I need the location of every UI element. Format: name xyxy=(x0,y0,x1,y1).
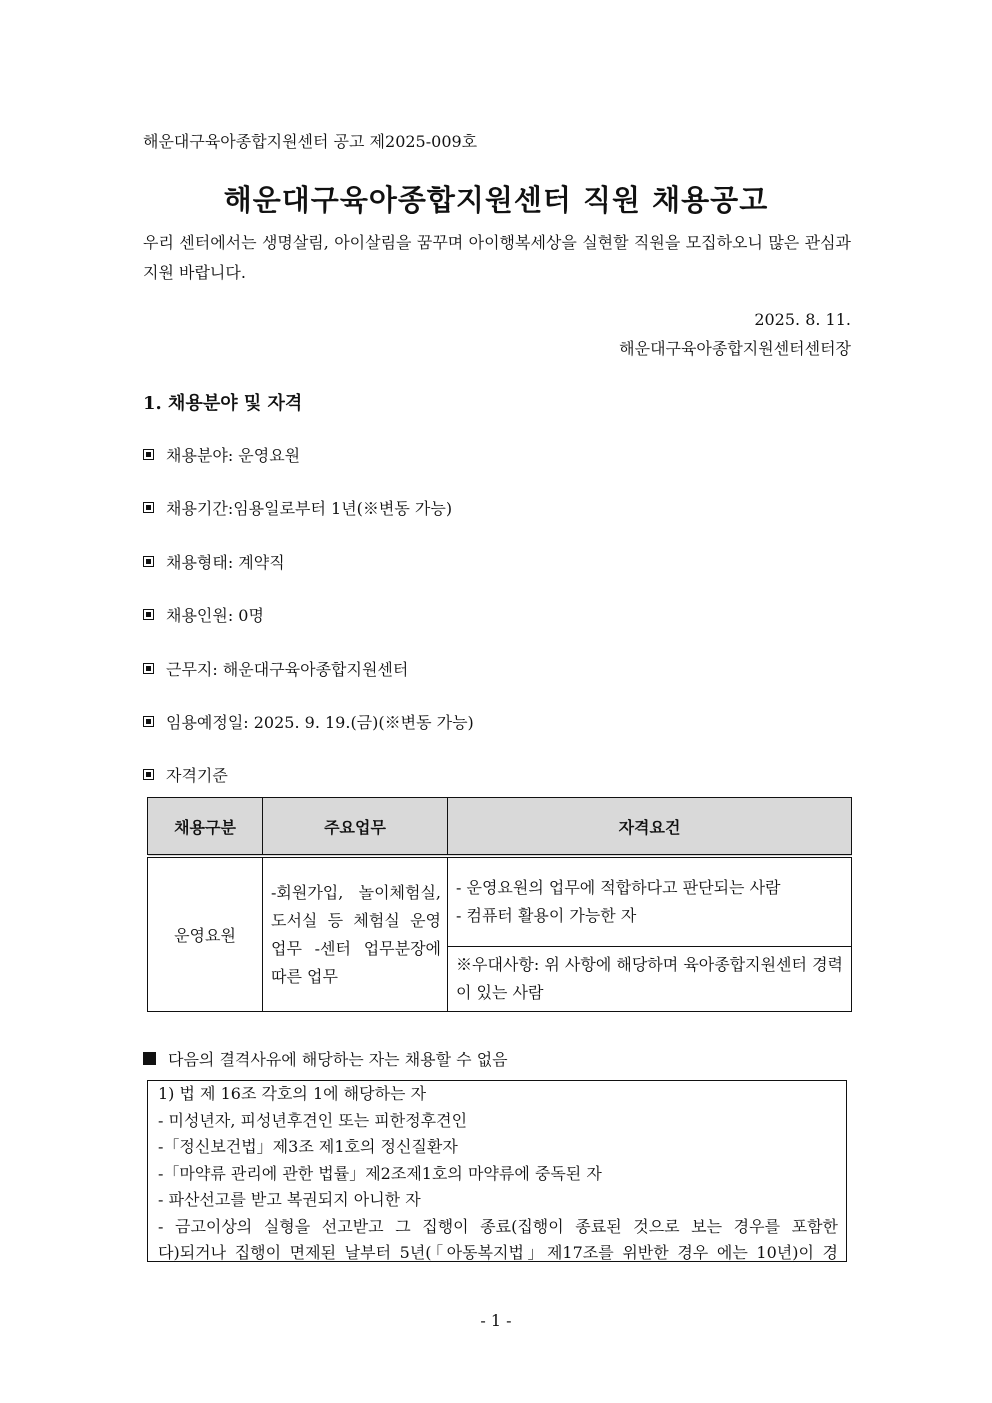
item-text: 근무지: 해운대구육아종합지원센터 xyxy=(166,660,409,679)
list-item xyxy=(143,710,474,733)
notice-number: 해운대구육아종합지원센터 공고 제2025-009호 xyxy=(143,132,478,151)
table-row xyxy=(148,856,852,947)
table-header: 주요업무 xyxy=(263,798,448,857)
preference-cell: ※우대사항: 위 사항에 해당하며 육아종합지원센터 경력이 있는 사람 xyxy=(448,947,852,1012)
square-bullet-icon xyxy=(143,716,154,727)
square-bullet-icon xyxy=(143,502,154,513)
square-bullet-icon xyxy=(143,769,154,780)
disqual-line: - 파산선고를 받고 복권되지 아니한 자 xyxy=(158,1190,421,1209)
requirement-line: - 운영요원의 업무에 적합하다고 판단되는 사람 xyxy=(456,878,781,897)
category-cell: 운영요원 xyxy=(148,856,263,1012)
list-item xyxy=(143,496,452,519)
heading-text: 다음의 결격사유에 해당하는 자는 채용할 수 없음 xyxy=(168,1050,508,1069)
item-text: 채용인원: 0명 xyxy=(166,606,264,625)
square-bullet-icon xyxy=(143,556,154,567)
disqual-line: - 미성년자, 피성년후견인 또는 피한정후견인 xyxy=(158,1110,468,1130)
item-text: 채용분야: 운영요원 xyxy=(166,446,301,465)
disqual-line: - 금고이상의 실형을 선고받고 그 집행이 종료(집행이 종료된 것으로 보는 경우를 포함한 xyxy=(158,1216,838,1236)
list-item xyxy=(143,763,228,786)
list-item xyxy=(143,657,408,680)
table-header: 자격요건 xyxy=(448,798,852,857)
filled-square-icon xyxy=(143,1052,156,1065)
section-heading: 1. 채용분야 및 자격 xyxy=(143,393,303,414)
list-item xyxy=(143,443,300,466)
notice-date: 2025. 8. 11. xyxy=(754,310,851,329)
table-header-row xyxy=(148,798,852,857)
intro-paragraph: 우리 센터에서는 생명살림, 아이살림을 꿈꾸며 아이행복세상을 실현할 직원을 모집하오니 많은 관심과 지원 바랍니다. xyxy=(143,233,851,282)
disqual-line: -「정신보건법」제3조 제1호의 정신질환자 xyxy=(158,1137,458,1156)
requirement-line: - 컴퓨터 활용이 가능한 자 xyxy=(456,906,637,925)
item-text: 자격기준 xyxy=(166,766,228,785)
list-item xyxy=(143,550,285,573)
item-text: 채용기간:임용일로부터 1년(※변동 가능) xyxy=(166,499,453,518)
table-header: 채용구분 xyxy=(148,798,263,857)
disqualification-box xyxy=(147,1080,847,1262)
duties-cell: -회원가입, 놀이체험실, 도서실 등 체험실 운영 업무 -센터 업무분장에 따른 업무 xyxy=(263,856,448,1012)
item-text: 채용형태: 계약직 xyxy=(166,553,285,572)
square-bullet-icon xyxy=(143,609,154,620)
list-item xyxy=(143,603,264,626)
item-text: 임용예정일: 2025. 9. 19.(금)(※변동 가능) xyxy=(166,713,474,732)
square-bullet-icon xyxy=(143,663,154,674)
qualification-table xyxy=(147,797,852,1012)
disqual-line: 1) 법 제 16조 각호의 1에 해당하는 자 xyxy=(158,1084,427,1103)
signer: 해운대구육아종합지원센터센터장 xyxy=(619,339,851,358)
page-number: - 1 - xyxy=(480,1311,512,1330)
requirements-cell xyxy=(448,856,852,947)
square-bullet-icon xyxy=(143,449,154,460)
disqual-line: 다)되거나 집행이 면제된 날부터 5년(「아동복지법」제17조를 위반한 경우 에는 10년)이 경 xyxy=(158,1243,838,1262)
disqualification-heading xyxy=(143,1047,508,1070)
page-title: 해운대구육아종합지원센터 직원 채용공고 xyxy=(223,183,769,217)
disqual-line: -「마약류 관리에 관한 법률」제2조제1호의 마약류에 중독된 자 xyxy=(158,1163,602,1183)
